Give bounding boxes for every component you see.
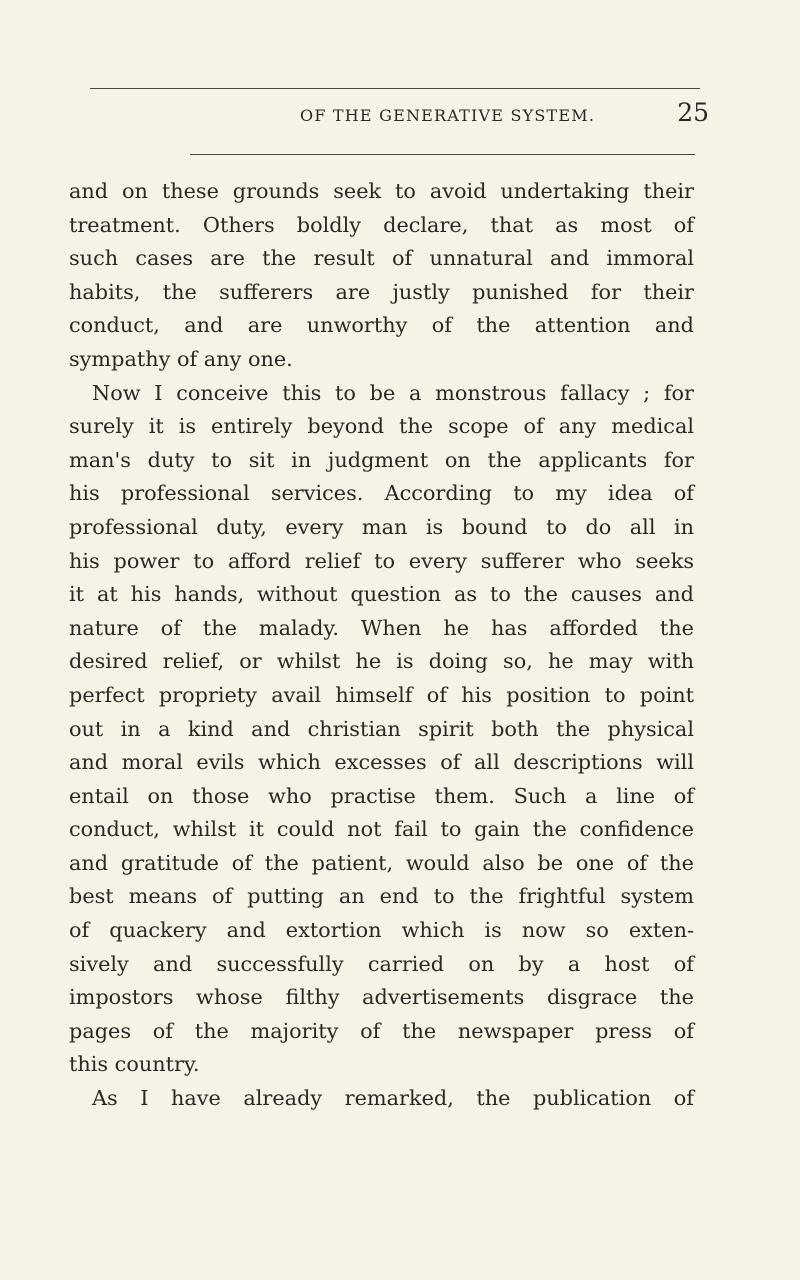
text-line: such cases are the result of unnatural and immoral (69, 246, 694, 271)
text-line: man's duty to sit in judgment on the applicants for (69, 447, 694, 472)
text-line: and on these grounds seek to avoid undertaking their (69, 179, 694, 203)
paragraph (69, 1082, 694, 1116)
page-header (300, 98, 720, 138)
paragraph (69, 175, 694, 377)
text-line: best means of putting an end to the frightful system (69, 884, 694, 909)
text-line: professional duty, every man is bound to do all in (69, 514, 694, 539)
header-rule (190, 154, 695, 155)
text-line: sively and successfully carried on by a host of (69, 951, 694, 976)
text-line: his power to afford relief to every sufferer who seeks (69, 548, 694, 573)
text-line: surely it is entirely beyond the scope of any medical (69, 414, 694, 439)
text-line: Now I conceive this to be a monstrous fallacy ; for (92, 380, 694, 405)
text-line: sympathy of any one. (69, 346, 293, 371)
body-text (69, 175, 694, 1116)
text-line: desired relief, or whilst he is doing so, he may with (69, 649, 694, 674)
text-line: this country. (69, 1052, 200, 1077)
text-line: and gratitude of the patient, would also be one of the (69, 850, 694, 875)
text-line: treatment. Others boldly declare, that as most of (69, 212, 694, 237)
text-line: and moral evils which excesses of all descriptions will (69, 750, 694, 775)
text-line: his professional services. According to my idea of (69, 481, 694, 506)
text-line: it at his hands, without question as to the causes and (69, 582, 694, 607)
text-line: conduct, and are unworthy of the attention and (69, 313, 694, 338)
text-line: out in a kind and christian spirit both the physical (69, 716, 694, 741)
page-number: 25 (677, 98, 709, 127)
text-line: impostors whose filthy advertisements disgrace the (69, 985, 694, 1010)
text-line: conduct, whilst it could not fail to gain the confidence (69, 817, 694, 842)
paragraph (69, 377, 694, 1082)
text-line: nature of the malady. When he has afforded the (69, 615, 694, 640)
text-line: habits, the sufferers are justly punished for their (69, 279, 694, 304)
top-rule (90, 88, 700, 89)
text-line: of quackery and extortion which is now so exten- (69, 918, 694, 943)
text-line: entail on those who practise them. Such a line of (69, 783, 694, 808)
text-line: pages of the majority of the newspaper press of (69, 1018, 694, 1043)
running-head: OF THE GENERATIVE SYSTEM. (300, 106, 596, 125)
text-line: As I have already remarked, the publication of (92, 1086, 694, 1111)
text-line: perfect propriety avail himself of his position to point (69, 682, 694, 707)
